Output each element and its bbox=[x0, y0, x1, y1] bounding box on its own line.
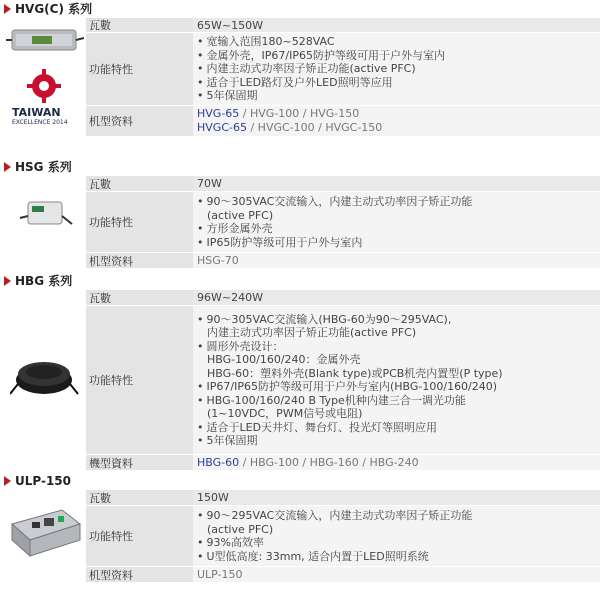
feature-item: • 宽输入范围180~528VAC bbox=[197, 35, 600, 49]
value-models bbox=[193, 106, 600, 136]
section-hvg bbox=[0, 0, 600, 158]
product-image-ulp bbox=[0, 490, 86, 590]
model-item: / HVG-150 bbox=[299, 107, 360, 120]
section-title-text: HVG(C) 系列 bbox=[15, 2, 93, 16]
feature-item: • 内建主动式功率因子矫正功能(active PFC) bbox=[197, 62, 600, 76]
model-item: / HBG-100 bbox=[239, 456, 299, 469]
product-image-hvg bbox=[0, 18, 86, 158]
value-features bbox=[193, 33, 600, 105]
feature-item: • IP65防护等级可用于户外与室内 bbox=[197, 236, 600, 250]
feature-item: • 93%高效率 bbox=[197, 536, 600, 550]
power-supply-icon bbox=[18, 194, 74, 234]
feature-item: • 圆形外壳设计： bbox=[197, 340, 600, 354]
feature-item: • 适合于LED天井灯、舞台灯、投光灯等照明应用 bbox=[197, 421, 600, 435]
section-title bbox=[0, 0, 600, 18]
arrow-icon bbox=[4, 162, 11, 172]
value-power: 70W bbox=[193, 176, 600, 191]
value-power: 150W bbox=[193, 490, 600, 505]
section-title-text: ULP-150 bbox=[15, 474, 72, 488]
taiwan-excellence-logo bbox=[14, 68, 74, 108]
value-features bbox=[193, 192, 600, 252]
label-models: 机型资料 bbox=[86, 106, 193, 136]
model-link-hvg-65[interactable]: HVG-65 bbox=[197, 107, 240, 120]
label-power: 瓦數 bbox=[86, 176, 193, 191]
arrow-icon bbox=[4, 4, 11, 14]
feature-item: • 90～305VAC交流输入，内建主动式功率因子矫正功能 bbox=[197, 195, 600, 209]
arrow-icon bbox=[4, 276, 11, 286]
feature-item: • 方形金属外壳 bbox=[197, 222, 600, 236]
label-models: 機型資料 bbox=[86, 455, 193, 470]
value-power: 65W~150W bbox=[193, 18, 600, 32]
section-hbg bbox=[0, 272, 600, 472]
feature-item: • 金属外壳，IP67/IP65防护等级可用于户外与室内 bbox=[197, 49, 600, 63]
feature-item-cont: (active PFC) bbox=[207, 208, 274, 222]
feature-item: • 5年保固期 bbox=[197, 89, 600, 103]
model-item: / HBG-240 bbox=[358, 456, 419, 469]
model-link-hvgc-65[interactable]: HVGC-65 bbox=[197, 121, 247, 134]
feature-item: • U型低高度: 33mm, 适合内置于LED照明系统 bbox=[197, 550, 600, 564]
section-title bbox=[0, 472, 600, 490]
feature-item: • IP67/IP65防护等级可用于户外与室内(HBG-100/160/240) bbox=[197, 380, 600, 394]
section-ulp bbox=[0, 472, 600, 600]
spec-table-hvg bbox=[86, 18, 600, 158]
section-title-text: HBG 系列 bbox=[15, 274, 73, 288]
section-title-text: HSG 系列 bbox=[15, 160, 72, 174]
label-features: 功能特性 bbox=[86, 506, 193, 566]
label-power: 瓦數 bbox=[86, 18, 193, 32]
power-supply-icon bbox=[6, 22, 84, 62]
label-models: 机型资料 bbox=[86, 567, 193, 582]
label-features: 功能特性 bbox=[86, 192, 193, 252]
power-supply-icon bbox=[8, 504, 82, 564]
value-power: 96W~240W bbox=[193, 290, 600, 305]
label-features: 功能特性 bbox=[86, 306, 193, 454]
feature-item: • 5年保固期 bbox=[197, 434, 600, 448]
value-features bbox=[193, 306, 600, 454]
model-link-hbg-60[interactable]: HBG-60 bbox=[197, 456, 240, 469]
product-image-hsg bbox=[0, 176, 86, 270]
feature-item: • 适合于LED路灯及户外LED照明等应用 bbox=[197, 76, 600, 90]
label-power: 瓦數 bbox=[86, 290, 193, 305]
feature-item-cont: (active PFC) bbox=[207, 522, 274, 536]
value-features bbox=[193, 506, 600, 566]
section-title bbox=[0, 272, 600, 290]
feature-item: • 90～305VAC交流输入(HBG-60为90～295VAC), bbox=[197, 313, 600, 327]
label-models: 机型资料 bbox=[86, 253, 193, 268]
label-features: 功能特性 bbox=[86, 33, 193, 105]
feature-item-cont: 内建主动式功率因子矫正功能(active PFC) bbox=[207, 326, 417, 339]
feature-item-cont: HBG-100/160/240：金属外壳 bbox=[207, 353, 361, 366]
model-item: / HBG-160 bbox=[298, 456, 359, 469]
feature-item-cont: (1~10VDC，PWM信号或电阻) bbox=[207, 407, 363, 420]
label-power: 瓦數 bbox=[86, 490, 193, 505]
model-item: HSG-70 bbox=[197, 254, 239, 267]
model-item: / HVGC-150 bbox=[314, 121, 383, 134]
product-image-hbg bbox=[0, 290, 86, 470]
spec-table-hbg bbox=[86, 290, 600, 471]
spec-table-hsg bbox=[86, 176, 600, 270]
section-title bbox=[0, 158, 600, 176]
feature-item-cont: HBG-60：塑料外壳(Blank type)或PCB机壳内置型(P type) bbox=[207, 366, 503, 380]
section-hsg bbox=[0, 158, 600, 272]
feature-item: • HBG-100/160/240 B Type机种内建三合一调光功能 bbox=[197, 394, 600, 408]
model-item: ULP-150 bbox=[197, 568, 243, 581]
feature-item: • 90～295VAC交流输入，内建主动式功率因子矫正功能 bbox=[197, 509, 600, 523]
logo-subtext: EXCELLENCE 2014 bbox=[12, 119, 68, 126]
arrow-icon bbox=[4, 476, 11, 486]
logo-text: TAIWAN bbox=[12, 106, 61, 119]
model-item: / HVGC-100 bbox=[246, 121, 315, 134]
model-item: / HVG-100 bbox=[239, 107, 300, 120]
power-supply-icon bbox=[10, 350, 80, 400]
spec-table-ulp bbox=[86, 490, 600, 590]
